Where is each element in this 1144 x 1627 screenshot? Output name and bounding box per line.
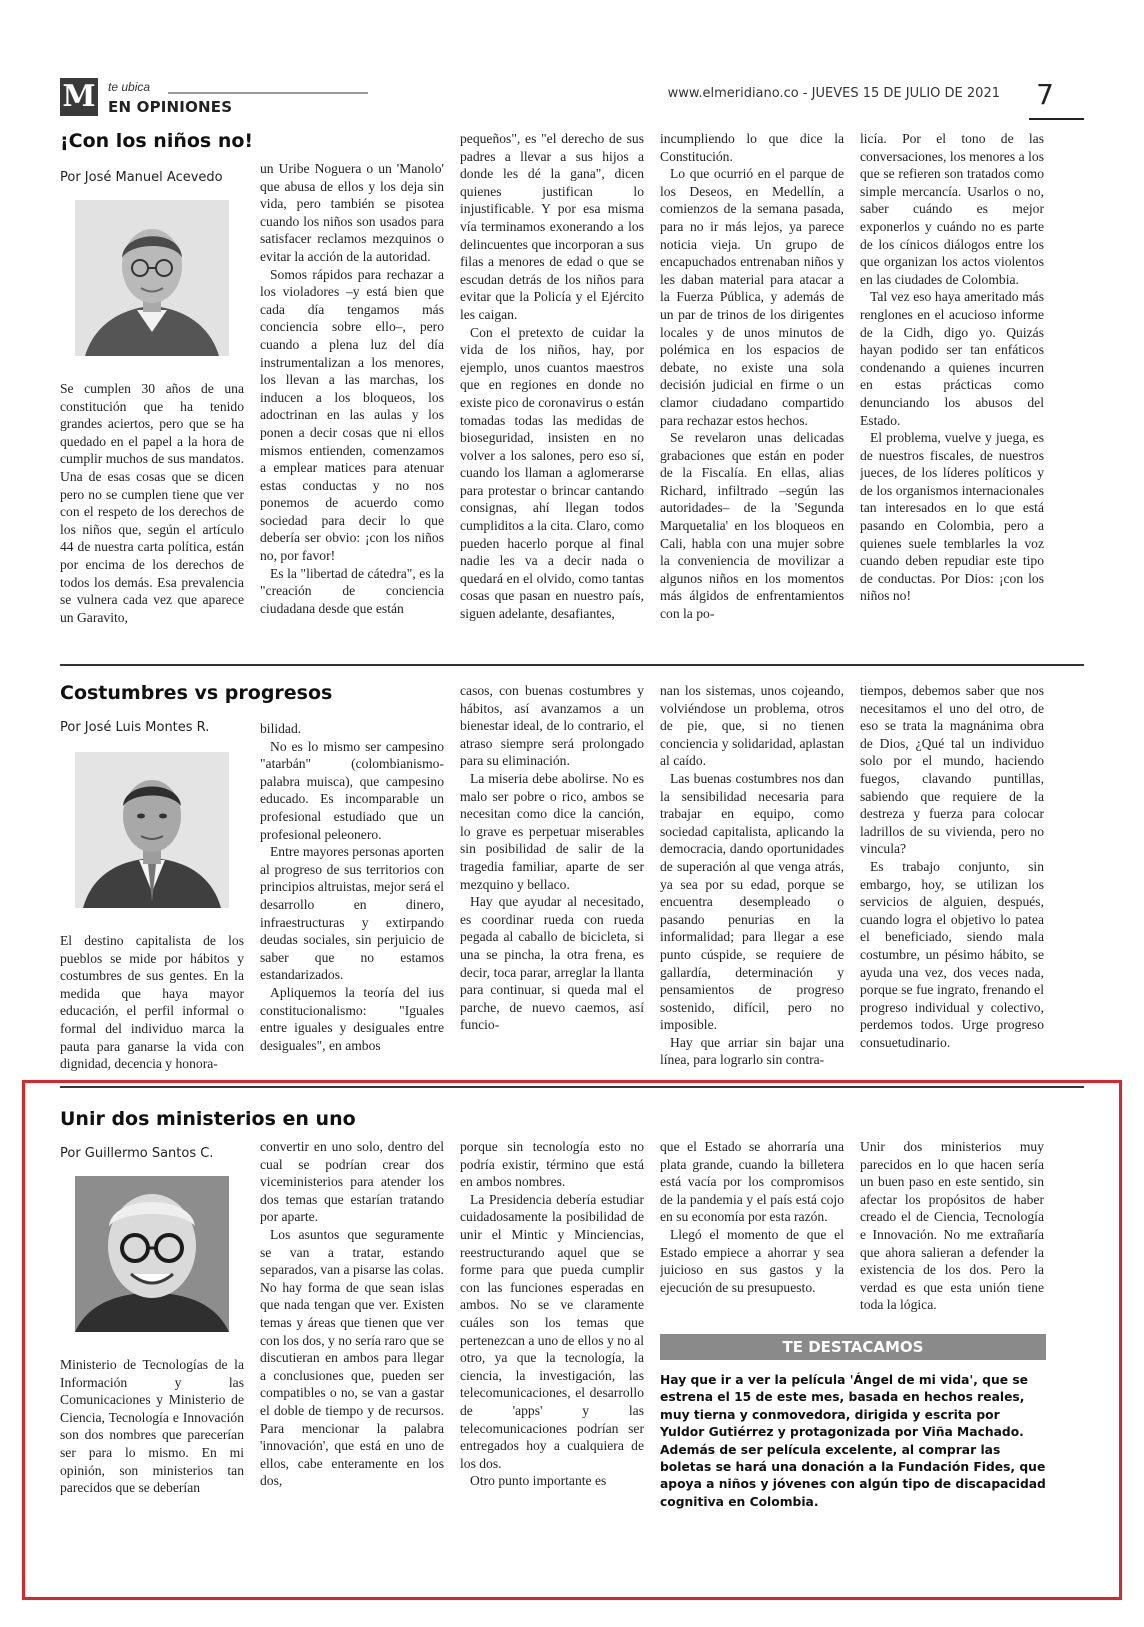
article-costumbres-vs-progresos bbox=[60, 682, 1084, 1074]
paragraph: No es lo mismo ser campesino "atarbán" (colombianismo-palabra muisca), que campesino educado. Es incomparable un profesional estudiado que un profesional peleonero. bbox=[260, 738, 444, 842]
section-label: EN OPINIONES bbox=[108, 98, 233, 116]
article-column-5 bbox=[860, 130, 1044, 658]
article-column-1 bbox=[60, 1356, 244, 1536]
el-meridiano-logo[interactable]: M bbox=[60, 78, 98, 116]
paragraph: La miseria debe abolirse. No es malo ser pobre o rico, ambos se necesitan como dice la canción, lo grave es perpetuar miserables sin posibilidad de salir de la tragedia familiar, aparte de ser mezquino y bellaco. bbox=[460, 770, 644, 892]
article-column-3 bbox=[460, 682, 644, 1072]
article-title: ¡Con los niños no! bbox=[60, 130, 254, 152]
article-title: Costumbres vs progresos bbox=[60, 682, 333, 704]
article-byline: Por José Manuel Acevedo bbox=[60, 170, 223, 185]
article-column-5 bbox=[860, 682, 1044, 1072]
paragraph: Es la "libertad de cátedra", es la "creación de conciencia ciudadana desde que están bbox=[260, 565, 444, 616]
author-photo bbox=[75, 1176, 229, 1332]
paragraph: Entre mayores personas aporten al progreso de sus territorios con principios altruistas, mejor será el desarrollo en dinero, infraestructuras y extirpando deudas sociales, sin perjuicio de saber que no estamos estandarizados. bbox=[260, 844, 444, 983]
author-photo bbox=[75, 752, 229, 908]
paragraph: incumpliendo lo que dice la Constitución. bbox=[660, 131, 844, 164]
article-column-3 bbox=[460, 1138, 644, 1536]
paragraph: Hay que arriar sin bajar una línea, para lograrlo sin contra- bbox=[660, 1034, 844, 1068]
article-byline: Por José Luis Montes R. bbox=[60, 720, 210, 735]
page-header bbox=[60, 78, 1084, 120]
paragraph: licía. Por el tono de las conversaciones, los menores a los que se refieren son tratados como simple mercancía. Usarlos o no, saber cuándo es mejor exponerlos y cuándo no es parte de los cínicos diálogos entre los que organizan los actos violentos en las ciudades de Colombia. bbox=[860, 131, 1044, 287]
paragraph: Somos rápidos para rechazar a los violadores –y está bien que cada día tengamos más conciencia sobre ello–, pero cuando a plena luz del día instrumentalizan a los menores, los llevan a las marchas, los inducen a los bloqueos, los adoctrinan en las aulas y los ponen a decir cosas que ni ellos mismos entienden, comenzamos a emplear matices para atenuar estas conductas y no nos ponemos de acuerdo como sociedad para decir lo que debería ser obvio: ¡con los niños no, por favor! bbox=[260, 266, 444, 564]
paragraph: tiempos, debemos saber que nos necesitamos el uno del otro, de eso se trata la magnánima obra de Dios, ¿Qué tal un individuo solo por el mundo, haciendo fuegos, clavando puntillas, sabiendo que requiere de la destreza y fuerza para colocar ladrillos de su vivienda, pero no vincula? bbox=[860, 683, 1044, 857]
logo-tagline: te ubica bbox=[108, 80, 151, 94]
te-destacamos-text: Hay que ir a ver la película 'Ángel de mi vida', que se estrena el 15 de este mes, basada en hechos reales, muy tierna y conmovedora, dirigida y escrita por Yuldor Gutiérrez y protagonizada por Viña Machado. Además de ser película excelente, al comprar las boletas se hará una donación a la Fundación Fides, que apoya a niños y jóvenes con algún tipo de discapacidad cognitiva en Colombia. bbox=[660, 1373, 1046, 1509]
te-destacamos-heading: TE DESTACAMOS bbox=[660, 1334, 1046, 1360]
paragraph: Se cumplen 30 años de una constitución que ha tenido grandes aciertos, pero que se ha quedado en el papel a la hora de cumplir muchos de sus mandatos. Una de esas cosas que se dicen pero no se cumplen tiene que ver con el respeto de los derechos de los niños que, según el artículo 44 de nuestra carta política, están por encima de los derechos de todos los demás. Esa prevalencia se vulnera cada vez que aparece un Garavito, bbox=[60, 381, 244, 625]
article-column-2 bbox=[260, 160, 444, 658]
page-number: 7 bbox=[1036, 78, 1054, 111]
paragraph: nan los sistemas, unos cojeando, volviéndose un problema, otros de pie, que, si no tienen conciencia y solidaridad, aplastan al caído. bbox=[660, 683, 844, 769]
article-column-5 bbox=[860, 1138, 1044, 1324]
article-separator bbox=[60, 1086, 1084, 1088]
paragraph: Otro punto importante es bbox=[470, 1473, 607, 1489]
paragraph: Los asuntos que seguramente se van a tratar, estando separados, van a pisarse las colas. No hay forma de que sean islas que nada tengan que ver. Existen temas y áreas que tienen que ver con los dos, y no sería raro que se discutieran en ambos para llegar a conclusiones que, pueden ser compatibles o no, se van a gastar el doble de tiempo y de recursos. Para mencionar la palabra 'innovación', que está en uno de ellos, cabe enteramente en los dos, bbox=[260, 1226, 444, 1489]
paragraph: Tal vez eso haya ameritado más renglones en el acucioso informe de la Cidh, digo yo. Quizás hayan podido ser tan enfáticos condenando a quienes incurren en estas prácticas como denunciando los abusos del Estado. bbox=[860, 289, 1044, 428]
paragraph: Unir dos ministerios muy parecidos en lo que hacen sería un buen paso en este sentido, sin afectar los propósitos de haber creado el de Ciencia, Tecnología e Innovación. No me extrañaría que ahora salieran a defender la existencia de los dos. Pero la verdad es que esta unión tiene toda la lógica. bbox=[860, 1139, 1044, 1313]
article-column-4 bbox=[660, 682, 844, 1072]
article-column-4 bbox=[660, 130, 844, 658]
paragraph: Ministerio de Tecnologías de la Información y las Comunicaciones y Ministerio de Ciencia, Tecnología e Innovación son dos nombres que parecerían ser para lo mismo. En mi opinión, son ministerios tan parecidos que se deberían bbox=[60, 1357, 244, 1496]
paragraph: Apliquemos la teoría del ius constitucionalismo: "Iguales entre iguales y desiguales entre desiguales", en ambos bbox=[260, 984, 444, 1053]
paragraph: que el Estado se ahorraría una plata grande, cuando la billetera está vacía por los compromisos de la pandemia y el país está cojo en su economía por esta razón. bbox=[660, 1139, 844, 1225]
paragraph: Llegó el momento de que el Estado empiece a ahorrar y sea juicioso en sus gastos y la ejecución de su presupuesto. bbox=[660, 1226, 844, 1295]
paragraph: bilidad. bbox=[260, 721, 302, 736]
page-number-rule bbox=[1029, 118, 1084, 120]
article-byline: Por Guillermo Santos C. bbox=[60, 1146, 214, 1161]
paragraph: Se revelaron unas delicadas grabaciones que están en poder de la Fiscalía. En ellas, alias Richard, infiltrado –según las autoridades– de la 'Segunda Marquetalia' en los bloqueos en Cali, habla con una mujer sobre la conveniencia de movilizar a algunos niños en los momentos más álgidos de enfrentamientos con la po- bbox=[660, 430, 844, 622]
article-title: Unir dos ministerios en uno bbox=[60, 1108, 356, 1130]
author-photo bbox=[75, 200, 229, 356]
website-date-line: www.elmeridiano.co - JUEVES 15 DE JULIO DE 2021 bbox=[667, 86, 1000, 101]
article-separator bbox=[60, 664, 1084, 666]
article-column-2 bbox=[260, 720, 444, 1072]
paragraph: pequeños", es "el derecho de sus padres a llevar a sus hijos a donde les dé la gana", dicen quienes justifican lo injustificable. Y por esa misma vía terminamos exonerando a los delincuentes que incorporan a sus filas a menores de edad o que se escudan detrás de los niños para evitar que la Policía y el Ejército les caigan. bbox=[460, 131, 644, 322]
paragraph: casos, con buenas costumbres y hábitos, así avanzamos a un bienestar ideal, de lo contrario, el atraso siempre será prolongado para su eliminación. bbox=[460, 683, 644, 769]
paragraph: Lo que ocurrió en el parque de los Deseos, en Medellín, a comienzos de la semana pasada, para no ir más lejos, ya parece noticia vieja. Un grupo de encapuchados entrenaban niños y les daban material para atacar a la Fuerza Pública, y además de un par de trinos de los dirigentes locales y de unos minutos de polémica en los espacios de debate, no existe una sola decisión judicial en firme o un clamor ciudadano compartido para rechazar estos hechos. bbox=[660, 166, 844, 428]
article-column-3 bbox=[460, 130, 644, 658]
article-con-los-ninos-no bbox=[60, 130, 1084, 660]
paragraph: Las buenas costumbres nos dan la sensibilidad necesaria para trabajar en equipo, como sociedad capitalista, aplicando la democracia, dando oportunidades de superación al que venga atrás, ya sea por su edad, porque se encuentra desempleado o pasando penurias en la informalidad; para llegar a ese punto cúspide, se requiere de gallardía, determinación y pensamientos de progreso sostenido, difícil, pero no imposible. bbox=[660, 770, 844, 1033]
paragraph: Es trabajo conjunto, sin embargo, hoy, se utilizan los servicios de alguien, después, cuando logra el objetivo lo patea el beneficiado, siendo mala costumbre, un pésimo hábito, se ayuda una vez, dos veces nada, porque se fue ingrato, frenando el progreso individual y colectivo, perdemos todos. Urge progreso consuetudinario. bbox=[860, 858, 1044, 1050]
paragraph: convertir en uno solo, dentro del cual se podrían crear dos viceministerios para atender los dos temas que estarían tratando por aparte. bbox=[260, 1139, 444, 1225]
article-unir-dos-ministerios bbox=[60, 1108, 1084, 1528]
paragraph: Con el pretexto de cuidar la vida de los niños, hay, por ejemplo, unos cuantos maestros que en regiones en donde no existe pico de coronavirus o están tomadas todas las medidas de bioseguridad, insisten en no volver a los salones, pero eso sí, cuando los llaman a aglomerarse para protestar o brincar cantando consignas, ahí llegan todos cumpliditos a la cita. Claro, como pueden hacerlo porque al final nadie les va a decir nada o quedará en el olvido, como tantas cosas que pasan en nuestro país, siguen adelante, desafiantes, bbox=[460, 324, 644, 622]
article-column-4 bbox=[660, 1138, 844, 1324]
article-column-1 bbox=[60, 380, 244, 658]
paragraph: porque sin tecnología esto no podría existir, término que está en ambos nombres. bbox=[460, 1139, 644, 1190]
header-rule bbox=[168, 92, 368, 94]
paragraph: El problema, vuelve y juega, es de nuestros fiscales, de nuestros jueces, de los líderes políticos y de los organismos internacionales tan interesados en lo que está pasando en Colombia, pero a quienes suele temblarles la voz cuando deben repudiar este tipo de conductas. Por Dios: ¡con los niños no! bbox=[860, 430, 1044, 604]
paragraph: La Presidencia debería estudiar cuidadosamente la posibilidad de unir el Mintic y Minciencias, reestructurando aquel que se forme para que pueda cumplir con las funciones esperadas en ambos. No se ve claramente cuáles son los temas que pertenezcan a uno de ellos y no al otro, ya que la tecnología, la ciencia, la investigación, las telecomunicaciones, el desarrollo de 'apps' y las telecomunicaciones podrían ser entregados hoy a cualquiera de los dos. bbox=[460, 1191, 644, 1471]
paragraph: Hay que ayudar al necesitado, es coordinar rueda con rueda pegada al caballo de bicicleta, si una se pincha, la otra frena, es decir, toca parar, arreglar la llanta para continuar, si queda mal el parche, de nuevo caemos, así funcio- bbox=[460, 894, 644, 1033]
paragraph: un Uribe Noguera o un 'Manolo' que abusa de ellos y los deja sin vida, pero también se pisotea cuando los niños son usados para satisfacer reclamos mezquinos o evitar la acción de la autoridad. bbox=[260, 161, 444, 264]
article-column-2 bbox=[260, 1138, 444, 1536]
article-column-1 bbox=[60, 932, 244, 1072]
paragraph: El destino capitalista de los pueblos se mide por hábitos y costumbres de sus gentes. En la medida que haya mayor educación, el perfil informal o formal del individuo marca la pauta para ganarse la vida con dignidad, decencia y honora- bbox=[60, 933, 244, 1072]
